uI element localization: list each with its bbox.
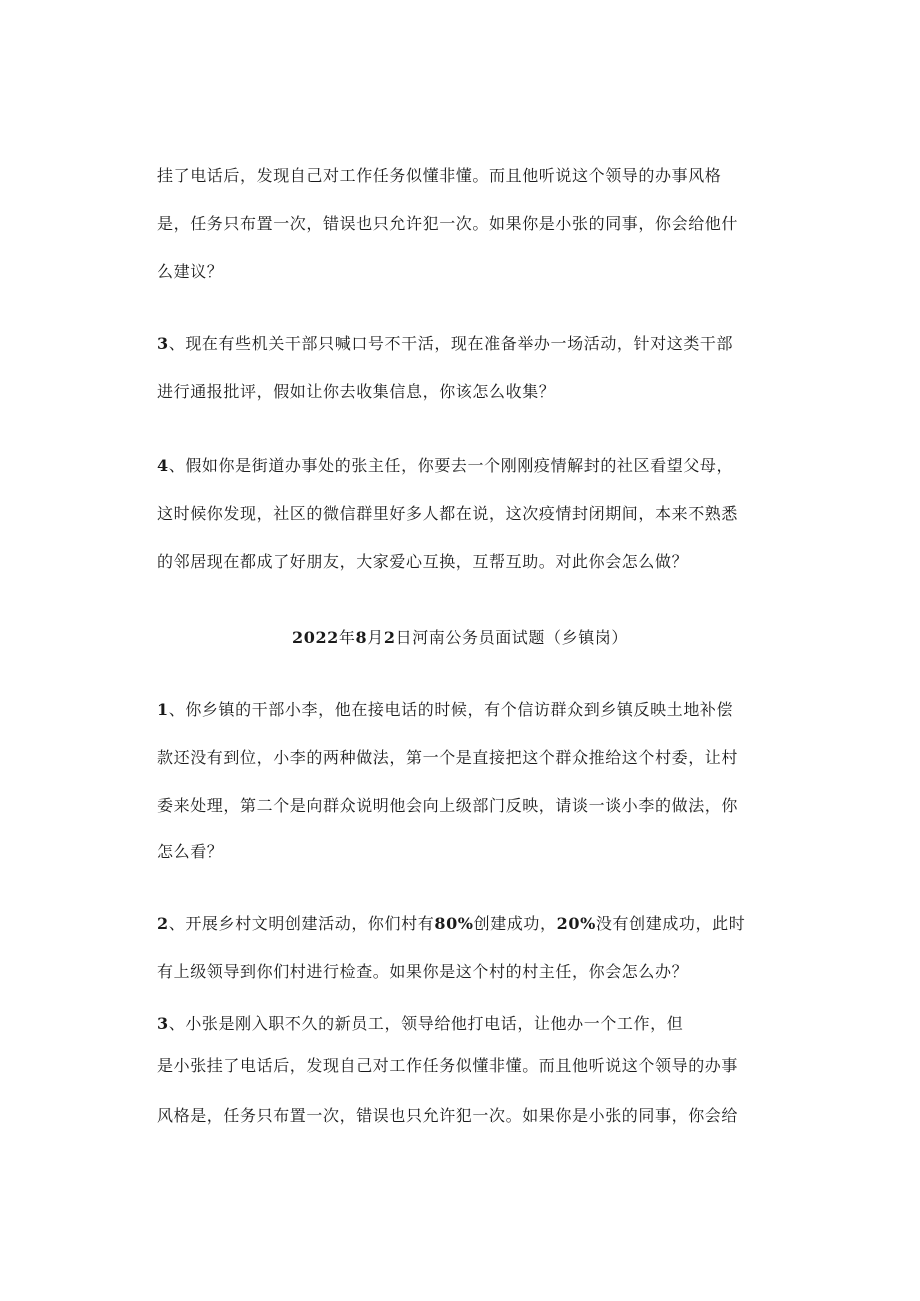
- paragraph-line: 的邻居现在都成了好朋友，大家爱心互换，互帮互助。对此你会怎么做？: [157, 552, 689, 571]
- question-number: 2: [157, 914, 169, 933]
- paragraph-line: 是，任务只布置一次，错误也只允许犯一次。如果你是小张的同事，你会给他什: [157, 214, 739, 233]
- question-4-line: 4、假如你是街道办事处的张主任，你要去一个刚刚疫情解封的社区看望父母，: [157, 456, 734, 475]
- paragraph-line: 挂了电话后，发现自己对工作任务似懂非懂。而且他听说这个领导的办事风格: [157, 166, 722, 185]
- question-number: 4: [157, 456, 169, 475]
- question-number: 3: [157, 334, 169, 353]
- paragraph-line: 么建议？: [157, 262, 224, 281]
- paragraph-line: 怎么看？: [157, 842, 224, 861]
- question-number: 1: [157, 700, 169, 719]
- paragraph-line: 有上级领导到你们村进行检查。如果你是这个村的村主任，你会怎么办？: [157, 962, 689, 981]
- paragraph-line: 这时候你发现，社区的微信群里好多人都在说，这次疫情封闭期间，本来不熟悉: [157, 504, 739, 523]
- paragraph-line: 风格是，任务只布置一次，错误也只允许犯一次。如果你是小张的同事，你会给: [157, 1106, 739, 1125]
- question-1-line: 1、你乡镇的干部小李，他在接电话的时候，有个信访群众到乡镇反映土地补偿: [157, 700, 734, 719]
- question-3-line: 3、现在有些机关干部只喊口号不干活，现在准备举办一场活动，针对这类干部: [157, 334, 734, 353]
- section-title: 2022年8月2日河南公务员面试题（乡镇岗）: [291, 628, 629, 647]
- question-number: 3: [157, 1014, 169, 1033]
- paragraph-line: 委来处理，第二个是向群众说明他会向上级部门反映，请谈一谈小李的做法，你: [157, 796, 739, 815]
- question-3b-line: 3、小张是刚入职不久的新员工，领导给他打电话，让他办一个工作，但: [157, 1014, 684, 1033]
- paragraph-line: 款还没有到位，小李的两种做法，第一个是直接把这个群众推给这个村委，让村: [157, 748, 739, 767]
- paragraph-line: 进行通报批评，假如让你去收集信息，你该怎么收集？: [157, 382, 556, 401]
- question-2-line: 2、开展乡村文明创建活动，你们村有80%创建成功，20%没有创建成功，此时: [157, 914, 746, 933]
- paragraph-line: 是小张挂了电话后，发现自己对工作任务似懂非懂。而且他听说这个领导的办事: [157, 1056, 739, 1075]
